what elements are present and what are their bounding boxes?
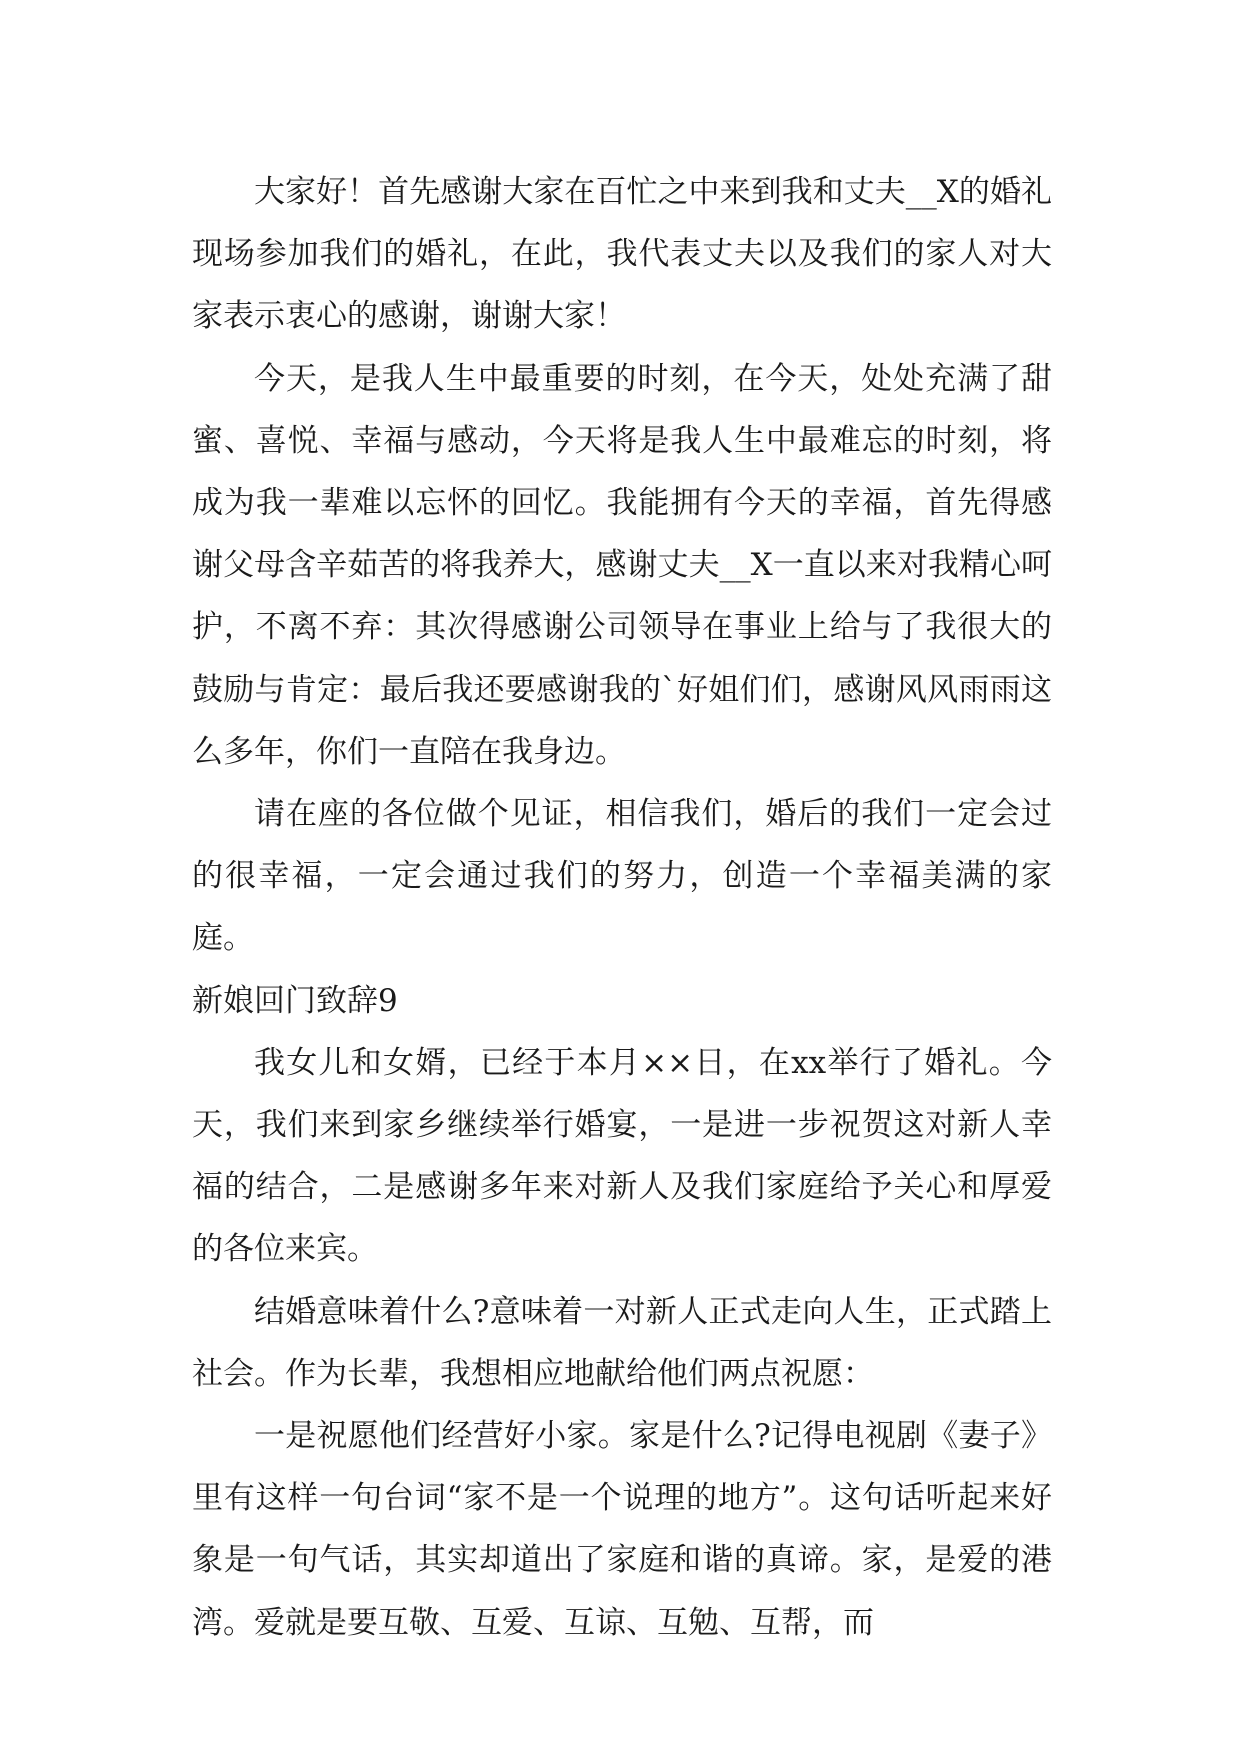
paragraph-wedding-banquet: 我女儿和女婿，已经于本月××日，在xx举行了婚礼。今天，我们来到家乡继续举行婚宴，一是进一步祝贺这对新人幸福的结合，二是感谢多年来对新人及我们家庭给予关心和厚爱的各位来宾。 (192, 1044, 1052, 1268)
paragraph-witness: 请在座的各位做个见证，相信我们，婚后的我们一定会过的很幸福，一定会通过我们的努力，创造一个幸福美满的家庭。 (192, 796, 1052, 957)
paragraph-greeting: 大家好！首先感谢大家在百忙之中来到我和丈夫__X的婚礼现场参加我们的婚礼，在此，我代表丈夫以及我们的家人对大家表示衷心的感谢，谢谢大家！ (192, 174, 1052, 335)
paragraph-meaning-of-marriage: 结婚意味着什么?意味着一对新人正式走向人生，正式踏上社会。作为长辈，我想相应地献给他们两点祝愿： (192, 1293, 1052, 1392)
paragraph-gratitude: 今天，是我人生中最重要的时刻，在今天，处处充满了甜蜜、喜悦、幸福与感动，今天将是我人生中最难忘的时刻，将成为我一辈难以忘怀的回忆。我能拥有今天的幸福，首先得感谢父母含辛茹苦的将我养大，感谢丈夫__X一直以来对我精心呵护，不离不弃：其次得感谢公司领导在事业上给与了我很大的鼓励与肯定：最后我还要感谢我的`好姐们们，感谢风风雨雨这么多年，你们一直陪在我身边。 (192, 360, 1052, 770)
document-body (192, 161, 1052, 1654)
section-heading: 新娘回门致辞9 (192, 982, 398, 1019)
paragraph-first-wish: 一是祝愿他们经营好小家。家是什么?记得电视剧《妻子》里有这样一句台词“家不是一个说理的地方”。这句话听起来好象是一句气话，其实却道出了家庭和谐的真谛。家，是爱的港湾。爱就是要互敬、互爱、互谅、互勉、互帮，而 (192, 1418, 1052, 1641)
